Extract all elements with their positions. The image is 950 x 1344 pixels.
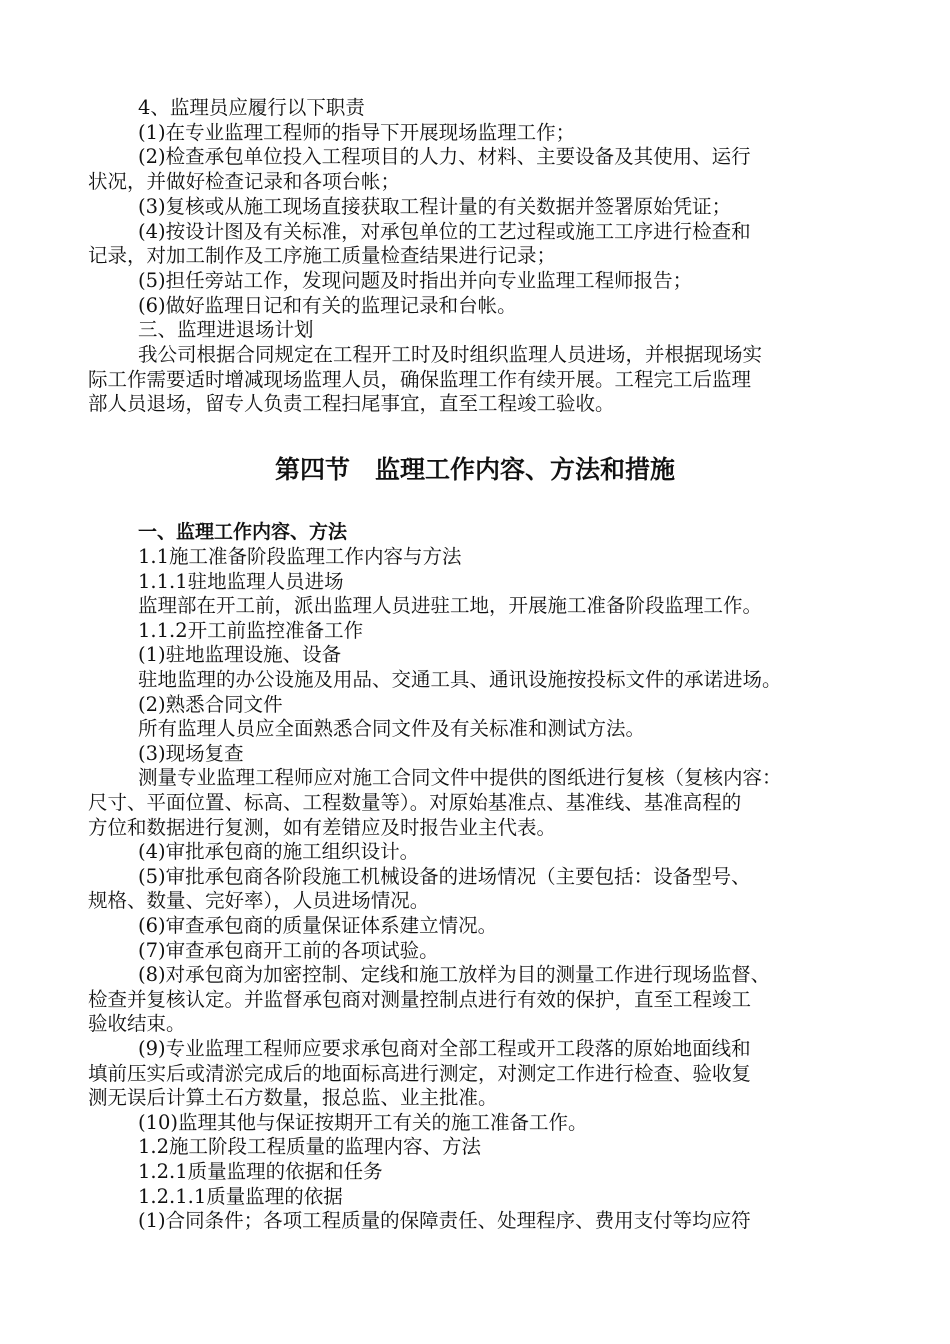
text-line: (9)专业监理工程师应要求承包商对全部工程或开工段落的原始地面线和	[138, 1037, 751, 1060]
text-line: (8)对承包商为加密控制、定线和施工放样为目的测量工作进行现场监督、	[138, 963, 771, 987]
text-line: (4)按设计图及有关标准，对承包单位的工艺过程或施工工序进行检查和	[138, 219, 751, 243]
text-line: 1.1.2开工前监控准备工作	[138, 618, 364, 642]
text-line: (5)担任旁站工作，发现问题及时指出并向专业监理工程师报告；	[138, 268, 693, 292]
text-line: 1.2.1.1质量监理的依据	[138, 1184, 343, 1208]
text-line: 尺寸、平面位置、标高、工程数量等）。对原始基准点、基准线、基准高程的	[88, 791, 742, 814]
section-title: 第四节 监理工作内容、方法和措施	[274, 455, 675, 484]
text-line: 1.2.1质量监理的依据和任务	[138, 1160, 383, 1183]
text-line: (3)复核或从施工现场直接获取工程计量的有关数据并签署原始凭证；	[138, 194, 732, 218]
text-line: 1.1施工准备阶段监理工作内容与方法	[138, 545, 462, 568]
text-line: (4)审批承包商的施工组织设计。	[138, 840, 420, 864]
text-line: 所有监理人员应全面熟悉合同文件及有关标准和测试方法。	[138, 717, 646, 741]
text-line: (7)审查承包商开工前的各项试验。	[138, 938, 439, 962]
text-line: 方位和数据进行复测，如有差错应及时报告业主代表。	[88, 815, 557, 839]
text-line: (1)驻地监理设施、设备	[138, 643, 342, 667]
text-line: 三、监理进退场计划	[138, 318, 314, 342]
subsection-title: 一、监理工作内容、方法	[138, 521, 348, 543]
text-line: (1)合同条件；各项工程质量的保障责任、处理程序、费用支付等均应符	[138, 1209, 751, 1233]
text-line: (6)做好监理日记和有关的监理记录和台帐。	[138, 293, 517, 317]
text-line: 测无误后计算土石方数量，报总监、业主批准。	[88, 1086, 498, 1110]
text-line: 1.2施工阶段工程质量的监理内容、方法	[138, 1135, 482, 1159]
text-line: (2)检查承包单位投入工程项目的人力、材料、主要设备及其使用、运行	[138, 145, 751, 169]
text-line: 测量专业监理工程师应对施工合同文件中提供的图纸进行复核（复核内容：	[138, 766, 782, 790]
text-line: 4、监理员应履行以下职责	[138, 96, 365, 119]
text-line: (6)审查承包商的质量保证体系建立情况。	[138, 914, 498, 937]
text-line: (3)现场复查	[138, 741, 244, 765]
text-line: 驻地监理的办公设施及用品、交通工具、通讯设施按投标文件的承诺进场。	[138, 668, 782, 691]
text-line: (5)审批承包商各阶段施工机械设备的进场情况（主要包括：设备型号、	[138, 864, 751, 888]
text-line: 填前压实后或清淤完成后的地面标高进行测定，对测定工作进行检查、验收复	[88, 1061, 752, 1085]
text-line: (10)监理其他与保证按期开工有关的施工准备工作。	[138, 1110, 588, 1134]
text-line: (1)在专业监理工程师的指导下开展现场监理工作；	[138, 120, 576, 144]
text-line: 规格、数量、完好率），人员进场情况。	[88, 889, 430, 913]
text-line: 记录，对加工制作及工序施工质量检查结果进行记录；	[88, 244, 557, 268]
text-line: 状况，并做好检查记录和各项台帐；	[88, 170, 401, 194]
text-line: 我公司根据合同规定在工程开工时及时组织监理人员进场，并根据现场实	[138, 343, 763, 366]
text-line: 1.1.1驻地监理人员进场	[138, 569, 344, 593]
text-line: 验收结束。	[88, 1012, 186, 1036]
text-line: 检查并复核认定。并监督承包商对测量控制点进行有效的保护，直至工程竣工	[88, 987, 752, 1011]
text-line: 部人员退场，留专人负责工程扫尾事宜，直至工程竣工验收。	[88, 392, 615, 416]
text-line: (2)熟悉合同文件	[138, 692, 283, 716]
text-line: 际工作需要适时增减现场监理人员，确保监理工作有续开展。工程完工后监理	[88, 367, 752, 391]
text-line: 监理部在开工前，派出监理人员进驻工地，开展施工准备阶段监理工作。	[138, 594, 763, 618]
